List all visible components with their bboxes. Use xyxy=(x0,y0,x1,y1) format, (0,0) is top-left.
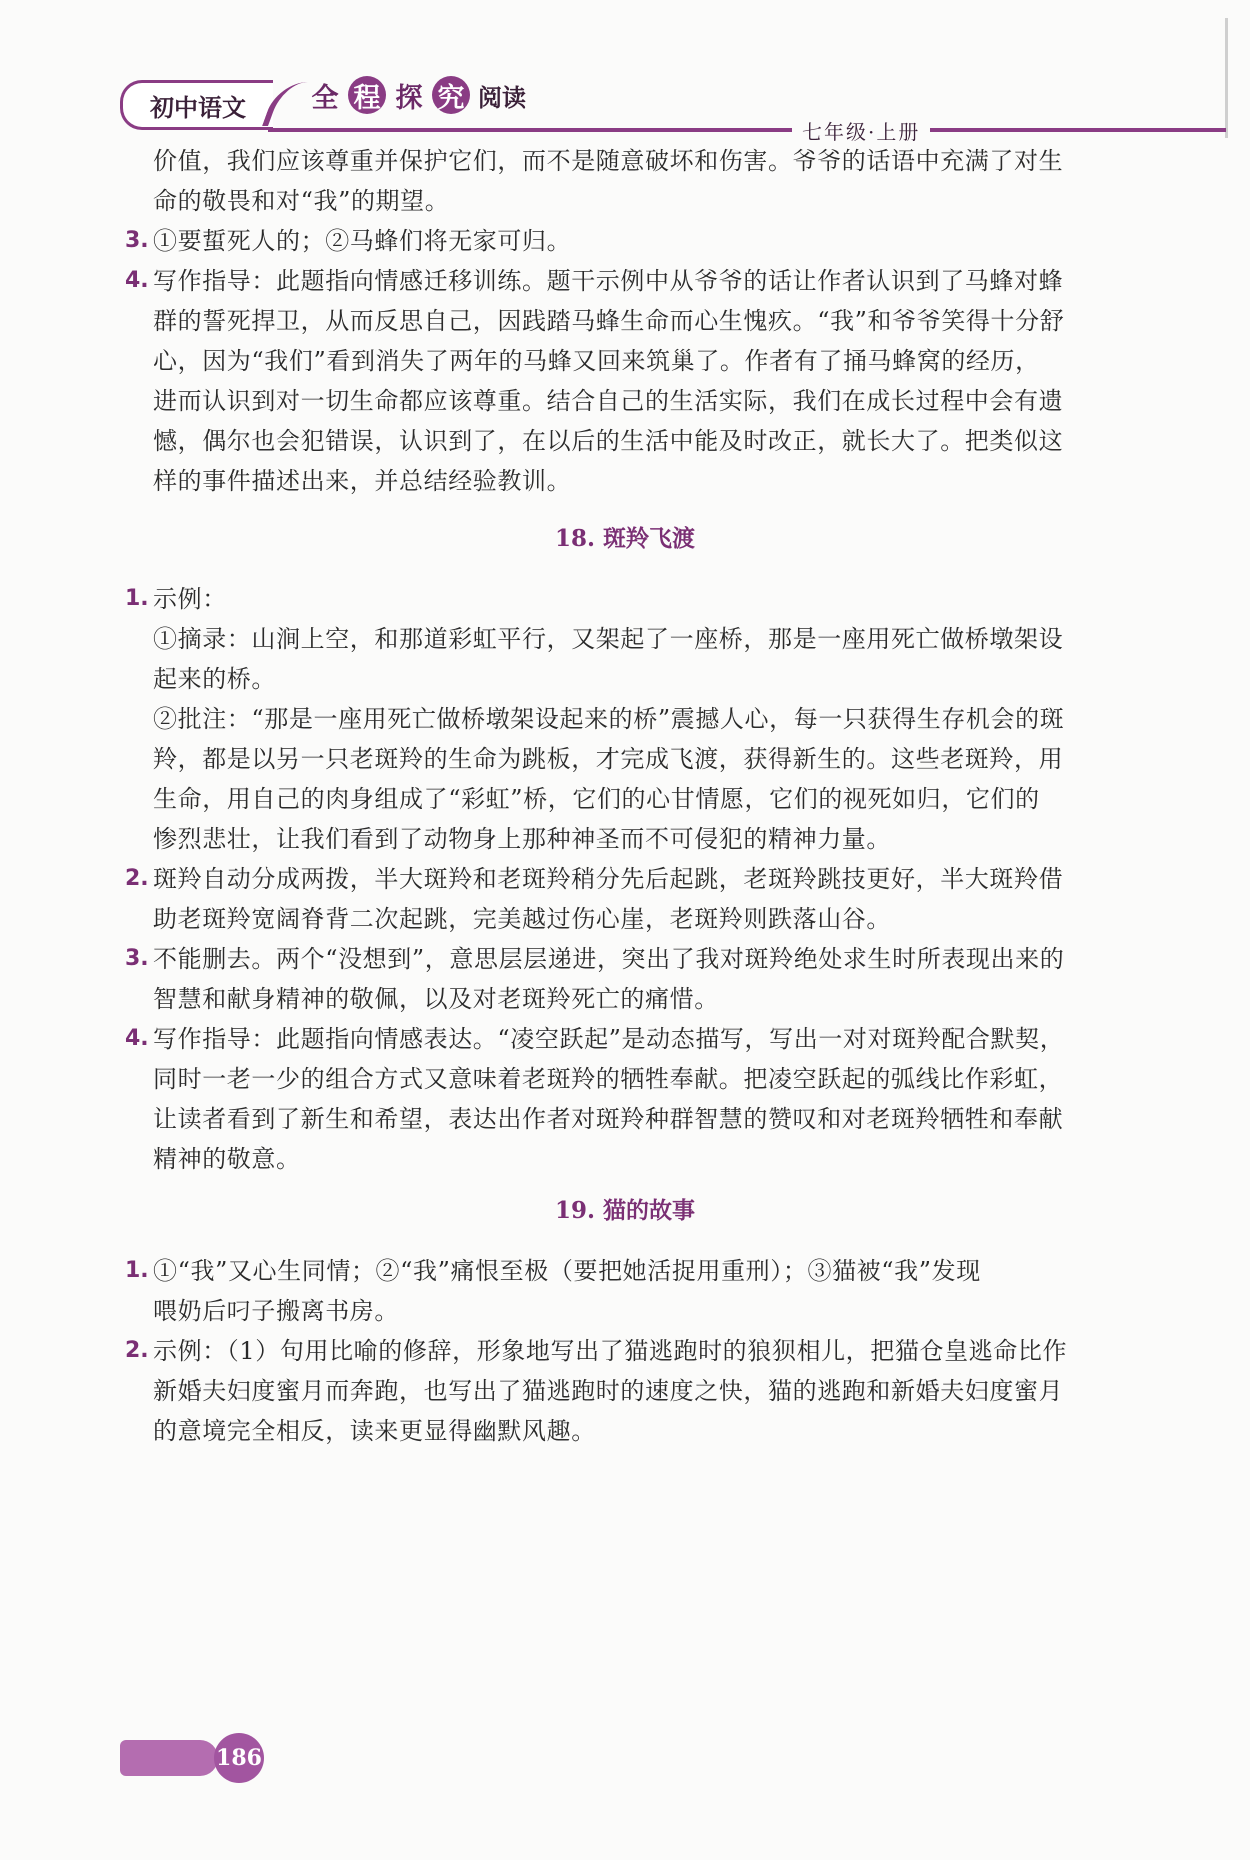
text-line: 示例：（1）句用比喻的修辞，形象地写出了猫逃跑时的狼狈相儿，把猫仓皇逃命比作 xyxy=(153,1337,1068,1365)
brand-char-3: 探 xyxy=(395,82,423,114)
text-line: 助老斑羚宽阔脊背二次起跳，完美越过伤心崖，老斑羚则跌落山谷。 xyxy=(153,905,891,933)
section-title: 19. 猫的故事 xyxy=(554,1197,696,1224)
text-line: ①摘录：山涧上空，和那道彩虹平行，又架起了一座桥，那是一座用死亡做桥墩架设 xyxy=(153,625,1064,653)
text-line: 示例： xyxy=(153,585,227,613)
text-line: 智慧和献身精神的敬佩，以及对老斑羚死亡的痛惜。 xyxy=(153,985,719,1013)
text-line: 群的誓死捍卫，从而反思自己，因践踏马蜂生命而心生愧疚。“我”和爷爷笑得十分舒 xyxy=(153,307,1065,335)
question-number: 2. xyxy=(125,866,149,891)
brand-suffix: 阅读 xyxy=(478,83,526,112)
header-rule xyxy=(268,128,1226,132)
text-line: 命的敬畏和对“我”的期望。 xyxy=(153,187,450,215)
brand-char-4: 究 xyxy=(432,76,470,114)
text-line: 写作指导：此题指向情感迁移训练。题干示例中从爷爷的话让作者认识到了马蜂对蜂 xyxy=(153,267,1064,295)
text-line: 羚，都是以另一只老斑羚的生命为跳板，才完成飞渡，获得新生的。这些老斑羚，用 xyxy=(153,745,1064,773)
page-edge-decoration xyxy=(1225,18,1228,138)
question-number: 4. xyxy=(125,1026,149,1051)
text-line: 写作指导：此题指向情感表达。“凌空跃起”是动态描写，写出一对对斑羚配合默契， xyxy=(153,1025,1065,1053)
text-line: 惨烈悲壮，让我们看到了动物身上那种神圣而不可侵犯的精神力量。 xyxy=(153,825,891,853)
text-line: 精神的敬意。 xyxy=(153,1145,301,1173)
text-line: ②批注：“那是一座用死亡做桥墩架设起来的桥”震撼人心，每一只获得生存机会的斑 xyxy=(153,705,1065,733)
text-line: 心，因为“我们”看到消失了两年的马蜂又回来筑巢了。作者有了捅马蜂窝的经历， xyxy=(153,347,1040,375)
text-line: 新婚夫妇度蜜月而奔跑，也写出了猫逃跑时的速度之快，猫的逃跑和新婚夫妇度蜜月 xyxy=(153,1377,1064,1405)
question-number: 2. xyxy=(125,1338,149,1363)
page-header xyxy=(120,72,1220,142)
brand-char-1: 全 xyxy=(311,82,339,114)
question-number: 1. xyxy=(125,586,149,611)
grade-label: 七年级·上册 xyxy=(792,116,930,145)
text-line: 价值，我们应该尊重并保护它们，而不是随意破坏和伤害。爷爷的话语中充满了对生 xyxy=(153,147,1064,175)
text-line: ①要蜇死人的；②马蜂们将无家可归。 xyxy=(153,227,572,255)
text-line: 起来的桥。 xyxy=(153,665,276,693)
footer-bar-decoration xyxy=(120,1740,218,1776)
question-number: 3. xyxy=(125,228,149,253)
series-brand xyxy=(306,76,526,114)
text-line: 不能删去。两个“没想到”，意思层层递进，突出了我对斑羚绝处求生时所表现出来的 xyxy=(153,945,1065,973)
question-number: 1. xyxy=(125,1258,149,1283)
text-line: 样的事件描述出来，并总结经验教训。 xyxy=(153,467,572,495)
subject-label: 初中语文 xyxy=(120,80,273,130)
text-line: 生命，用自己的肉身组成了“彩虹”桥，它们的心甘情愿，它们的视死如归，它们的 xyxy=(153,785,1040,813)
text-line: 憾，偶尔也会犯错误，认识到了，在以后的生活中能及时改正，就长大了。把类似这 xyxy=(153,427,1064,455)
text-line: 进而认识到对一切生命都应该尊重。结合自己的生活实际，我们在成长过程中会有遗 xyxy=(153,387,1064,415)
text-line: 喂奶后叼子搬离书房。 xyxy=(153,1297,399,1325)
brand-char-2: 程 xyxy=(348,76,386,114)
text-line: 斑羚自动分成两拨，半大斑羚和老斑羚稍分先后起跳，老斑羚跳技更好，半大斑羚借 xyxy=(153,865,1064,893)
question-number: 4. xyxy=(125,268,149,293)
page-number: 186 xyxy=(214,1733,264,1783)
question-number: 3. xyxy=(125,946,149,971)
text-line: 让读者看到了新生和希望，表达出作者对斑羚种群智慧的赞叹和对老斑羚牺牲和奉献 xyxy=(153,1105,1064,1133)
text-line: 同时一老一少的组合方式又意味着老斑羚的牺牲奉献。把凌空跃起的弧线比作彩虹， xyxy=(153,1065,1064,1093)
text-line: 的意境完全相反，读来更显得幽默风趣。 xyxy=(153,1417,596,1445)
text-line: ①“我”又心生同情；②“我”痛恨至极（要把她活捉用重刑）；③猫被“我”发现 xyxy=(153,1257,981,1285)
section-title: 18. 斑羚飞渡 xyxy=(554,525,696,552)
